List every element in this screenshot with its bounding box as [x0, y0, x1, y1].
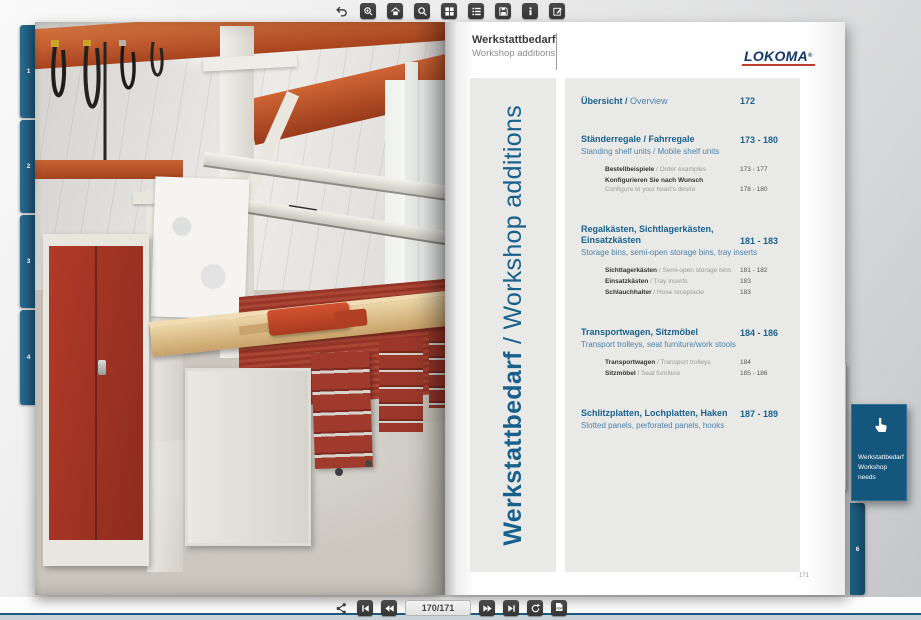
- toc-sub-item[interactable]: Sichtlagerkästen / Semi-open storage bins 181 - 182: [605, 267, 768, 274]
- toc-pages: 172: [740, 96, 756, 106]
- photo-hanging-cables: [35, 40, 205, 175]
- photo-cabinet-door-split: [95, 246, 97, 540]
- photo-drawing-board: [151, 176, 250, 319]
- section-tooltip: Werkstattbedarf Workshop needs: [851, 404, 907, 501]
- toc-pages: 173 - 180: [740, 135, 779, 145]
- spine-title-panel: [470, 78, 556, 572]
- toc-sub-item[interactable]: Schlauchhalter / Hose receptacle 183: [605, 289, 751, 296]
- info-icon: [525, 6, 536, 17]
- photo-gantry-brace: [196, 91, 299, 301]
- toc-pages: 187 - 189: [740, 409, 779, 419]
- photo-red-vise-jaw: [334, 308, 368, 328]
- photo-white-rail-lower: [233, 198, 445, 248]
- toc-overview-row[interactable]: Übersicht / Overview 172: [581, 96, 790, 106]
- pdf-icon-label: PDF: [556, 606, 563, 611]
- hand-cursor-icon: [874, 417, 887, 438]
- photo-concrete-floor: [35, 421, 445, 595]
- photo-drawer-unit-near: [311, 351, 373, 469]
- photo-white-post: [147, 190, 183, 572]
- chapter-tab-label: 2: [26, 163, 31, 170]
- info-button[interactable]: [522, 3, 538, 19]
- toc-sub-item[interactable]: Transportwagen / Transport trolleys 184: [605, 359, 751, 366]
- toc-section[interactable]: Ständerregale / Fahrregale 173 - 180 Standing shelf units / Mobile shelf units Bestellbeispiele / Order examples 173 - 177 Konfigurieren Sie nach Wunsch Configure to your heart's desire 178 - 180: [581, 134, 790, 194]
- zoom-in-icon: [363, 6, 374, 17]
- photo-caster-wheel: [335, 468, 343, 476]
- photo-gantry-mast: [220, 26, 254, 358]
- toc-section[interactable]: Transportwagen, Sitzmöbel 184 - 186 Transport trolleys, seat furniture/work stools Transportwagen / Transport trolleys 184 Sitzmöbel / Seat furniture 185 - 186: [581, 327, 790, 378]
- top-toolbar: [333, 3, 565, 19]
- toc-sub-item[interactable]: Sitzmöbel / Seat furniture 185 - 186: [605, 370, 768, 377]
- list-view-icon: [471, 6, 482, 17]
- search-icon: [417, 6, 428, 17]
- photo-drawer-unit-mid: [379, 338, 423, 432]
- pdf-icon: [553, 602, 565, 614]
- save-button[interactable]: [495, 3, 511, 19]
- photo-skylight: [184, 22, 296, 51]
- photo-gantry-cap: [203, 54, 298, 72]
- photo-orange-column: [422, 108, 440, 266]
- left-page-photo[interactable]: [35, 22, 445, 595]
- photo-wood-plank: [239, 318, 314, 336]
- toc-panel: [565, 78, 800, 572]
- registered-mark: ®: [808, 53, 813, 59]
- toc-sub-item[interactable]: Einsatzkästen / Tray inserts 183: [605, 278, 751, 285]
- photo-workbench-top: [149, 291, 445, 357]
- photo-cabinet-lock: [98, 360, 106, 375]
- toc-section[interactable]: Schlitzplatten, Lochplatten, Haken 187 - 189 Slotted panels, perforated panels, hooks: [581, 408, 790, 431]
- page-indicator[interactable]: 170/171: [405, 600, 471, 616]
- photo-red-slat-wall: [239, 279, 445, 411]
- spine-title: Werkstattbedarf / Workshop additions: [498, 104, 527, 546]
- forward-icon: [482, 603, 493, 614]
- chapter-tab-label: 3: [26, 258, 31, 265]
- photo-ceiling: [35, 22, 445, 290]
- share-icon: [335, 602, 348, 615]
- notes-button[interactable]: [549, 3, 565, 19]
- page-title-de: Werkstattbedarf: [472, 34, 556, 46]
- grid-view-icon: [444, 6, 455, 17]
- first-page-button[interactable]: [357, 600, 373, 616]
- bottom-toolbar: [333, 600, 567, 616]
- toc-pages: 181 - 183: [740, 236, 779, 246]
- search-button[interactable]: [414, 3, 430, 19]
- back-button[interactable]: [333, 3, 349, 19]
- toc-sub-item[interactable]: Bestellbeispiele / Order examples 173 - 177: [605, 166, 768, 173]
- zoom-in-button[interactable]: [360, 3, 376, 19]
- photo-crane-beam-top: [35, 22, 445, 70]
- back-icon: [335, 5, 348, 18]
- photo-rail-end-block: [287, 205, 317, 222]
- list-view-button[interactable]: [468, 3, 484, 19]
- toc-section[interactable]: Regalkästen, Sichtlagerkästen, Einsatzkästen 181 - 183 Storage bins, semi-open storage bins, tray inserts Sichtlagerkästen / Semi-open storage bins 181 - 182 Einsatzkästen / Tray inserts 183 Schlauchhalter / Hose receptacle 183: [581, 224, 790, 297]
- first-page-icon: [360, 603, 371, 614]
- reload-button[interactable]: [527, 600, 543, 616]
- rewind-icon: [384, 603, 395, 614]
- chapter-tab-label: 6: [855, 545, 860, 553]
- right-page[interactable]: [445, 22, 845, 595]
- last-page-icon: [506, 603, 517, 614]
- photo-drawer-unit-far: [429, 330, 445, 408]
- photo-crane-beam-right: [245, 45, 445, 145]
- share-button[interactable]: [333, 600, 349, 616]
- photo-crane-rail-left: [35, 160, 183, 179]
- lokoma-logo: LOKOMA®: [744, 48, 813, 64]
- rewind-button[interactable]: [381, 600, 397, 616]
- photo-windows: [385, 80, 445, 385]
- photo-cabinet-frame: [43, 234, 149, 566]
- page-title-en: Workshop additions: [472, 48, 556, 59]
- photo-red-vise: [267, 302, 351, 336]
- chapter-tab-6[interactable]: [850, 503, 865, 595]
- last-page-button[interactable]: [503, 600, 519, 616]
- chapter-tab-label: 1: [26, 68, 31, 75]
- photo-perforated-panel: [87, 270, 147, 334]
- grid-view-button[interactable]: [441, 3, 457, 19]
- photo-caster-wheel: [365, 460, 372, 467]
- save-icon: [498, 6, 509, 17]
- photo-ceiling-panels: [35, 22, 445, 290]
- pdf-button[interactable]: [551, 600, 567, 616]
- chapter-tab-label: 4: [26, 354, 31, 361]
- photo-cabinet-red-doors: [49, 246, 143, 540]
- photo-post-arm: [133, 192, 225, 204]
- notes-icon: [552, 6, 563, 17]
- photo-white-rail-upper: [203, 152, 445, 203]
- home-button[interactable]: [387, 3, 403, 19]
- forward-button[interactable]: [479, 600, 495, 616]
- home-icon: [390, 6, 401, 17]
- reload-icon: [530, 603, 541, 614]
- toc-sub-item[interactable]: Konfigurieren Sie nach Wunsch Configure to your heart's desire 178 - 180: [605, 177, 768, 193]
- photo-bench-cabinet: [185, 368, 311, 546]
- toc-pages: 184 - 186: [740, 328, 779, 338]
- photo-window-column: [405, 62, 418, 392]
- page-number: 171: [798, 573, 809, 579]
- header-divider: [556, 33, 557, 70]
